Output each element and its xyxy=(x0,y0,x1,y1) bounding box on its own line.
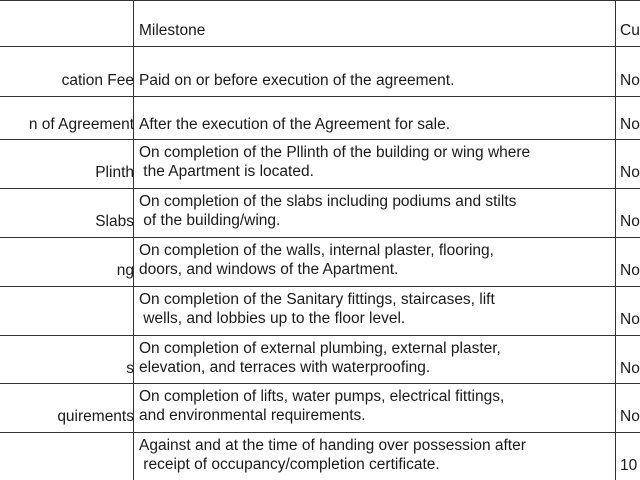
row-divider xyxy=(0,46,640,47)
table-cell-milestone xyxy=(139,241,614,279)
table-cell-stage: Plinth xyxy=(95,164,134,181)
milestone-line: Paid on or before execution of the agreement. xyxy=(139,72,455,89)
column-divider xyxy=(615,0,616,480)
milestone-line: elevation, and terraces with waterproofing. xyxy=(139,359,431,376)
milestone-line: On completion of the walls, internal plaster, flooring, xyxy=(139,242,494,259)
header-col3: Cu xyxy=(620,22,640,39)
milestone-line: wells, and lobbies up to the floor level. xyxy=(139,310,406,327)
row-divider xyxy=(0,286,640,287)
milestone-line: On completion of the slabs including podiums and stilts xyxy=(139,193,517,210)
table-cell-milestone xyxy=(139,192,614,230)
header-milestone: Milestone xyxy=(139,22,206,39)
milestone-line: On completion of lifts, water pumps, electrical fittings, xyxy=(139,388,505,405)
table-cell-milestone xyxy=(139,436,614,474)
table-cell-col3: No xyxy=(620,311,640,328)
table-cell-milestone xyxy=(139,290,614,328)
milestone-line: doors, and windows of the Apartment. xyxy=(139,261,399,278)
row-divider xyxy=(0,383,640,384)
table-cell-col3: No xyxy=(620,360,640,377)
milestone-line: receipt of occupancy/completion certificate. xyxy=(139,456,440,473)
table-cell-stage: quirements xyxy=(57,408,134,425)
milestone-line: of the building/wing. xyxy=(139,212,281,229)
table-cell-col3: No xyxy=(620,72,640,89)
table-cell-col3: 10 xyxy=(620,457,638,474)
milestone-line: After the execution of the Agreement for sale. xyxy=(139,116,451,133)
milestone-line: On completion of external plumbing, external plaster, xyxy=(139,340,501,357)
row-divider xyxy=(0,139,640,140)
milestone-line: and environmental requirements. xyxy=(139,407,366,424)
table-cell-col3: No xyxy=(620,262,640,279)
table-cell-milestone xyxy=(139,115,614,134)
table-cell-stage: ng xyxy=(116,262,134,279)
table-cell-milestone xyxy=(139,339,614,377)
row-divider xyxy=(0,432,640,433)
table-cell-stage: s xyxy=(126,360,134,377)
table-cell-stage: n of Agreement xyxy=(28,116,134,133)
milestone-line: On completion of the Pllinth of the building or wing where xyxy=(139,144,531,161)
table-cell-col3: No xyxy=(620,164,640,181)
table-cell-milestone xyxy=(139,71,614,90)
table-cell-col3: No xyxy=(620,408,640,425)
row-divider xyxy=(0,96,640,97)
table-cell-col3: No xyxy=(620,213,640,230)
milestone-line: Against and at the time of handing over possession after xyxy=(139,437,526,454)
table-cell-col3: No xyxy=(620,116,640,133)
row-divider xyxy=(0,237,640,238)
row-divider xyxy=(0,188,640,189)
table-cell-milestone xyxy=(139,143,614,181)
milestone-line: On completion of the Sanitary fittings, staircases, lift xyxy=(139,291,495,308)
row-divider xyxy=(0,0,640,1)
milestone-line: the Apartment is located. xyxy=(139,163,314,180)
table-cell-stage: cation Fee xyxy=(61,72,134,89)
table-cell-stage: Slabs xyxy=(95,213,134,230)
row-divider xyxy=(0,335,640,336)
table-cell-milestone xyxy=(139,387,614,425)
